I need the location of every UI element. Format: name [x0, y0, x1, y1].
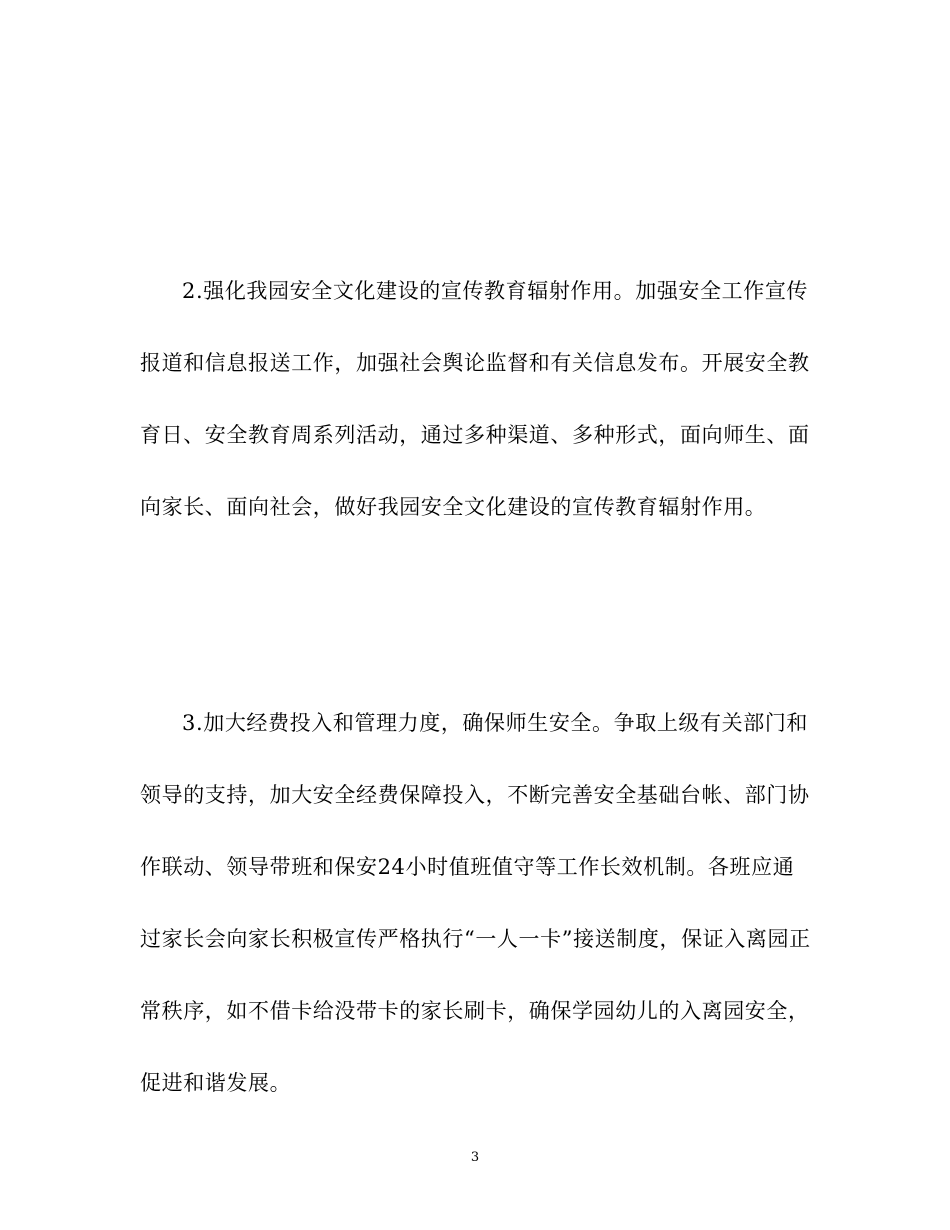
paragraph-3-line-6: 促进和谐发展。	[140, 1071, 292, 1095]
paragraph-3-line-3: 作联动、领导带班和保安24小时值班值守等工作长效机制。各班应通	[140, 855, 795, 879]
paragraph-2-line-3: 育日、安全教育周系列活动，通过多种渠道、多种形式，面向师生、面	[140, 423, 810, 447]
paragraph-2-line-2: 报道和信息报送工作，加强社会舆论监督和有关信息发布。开展安全教	[140, 351, 810, 375]
page-number: 3	[470, 1150, 480, 1165]
paragraph-2-line-4: 向家长、面向社会，做好我园安全文化建设的宣传教育辐射作用。	[140, 495, 767, 519]
paragraph-3-line-2: 领导的支持，加大安全经费保障投入，不断完善安全基础台帐、部门协	[140, 783, 810, 807]
paragraph-3-line-1: 3.加大经费投入和管理力度，确保师生安全。争取上级有关部门和	[182, 711, 809, 735]
paragraph-3-line-5: 常秩序，如不借卡给没带卡的家长刷卡，确保学园幼儿的入离园安全，	[140, 999, 810, 1023]
paragraph-2-line-1: 2.强化我园安全文化建设的宣传教育辐射作用。加强安全工作宣传	[182, 279, 809, 303]
paragraph-3-line-4: 过家长会向家长积极宣传严格执行“一人一卡”接送制度，保证入离园正	[140, 927, 811, 951]
